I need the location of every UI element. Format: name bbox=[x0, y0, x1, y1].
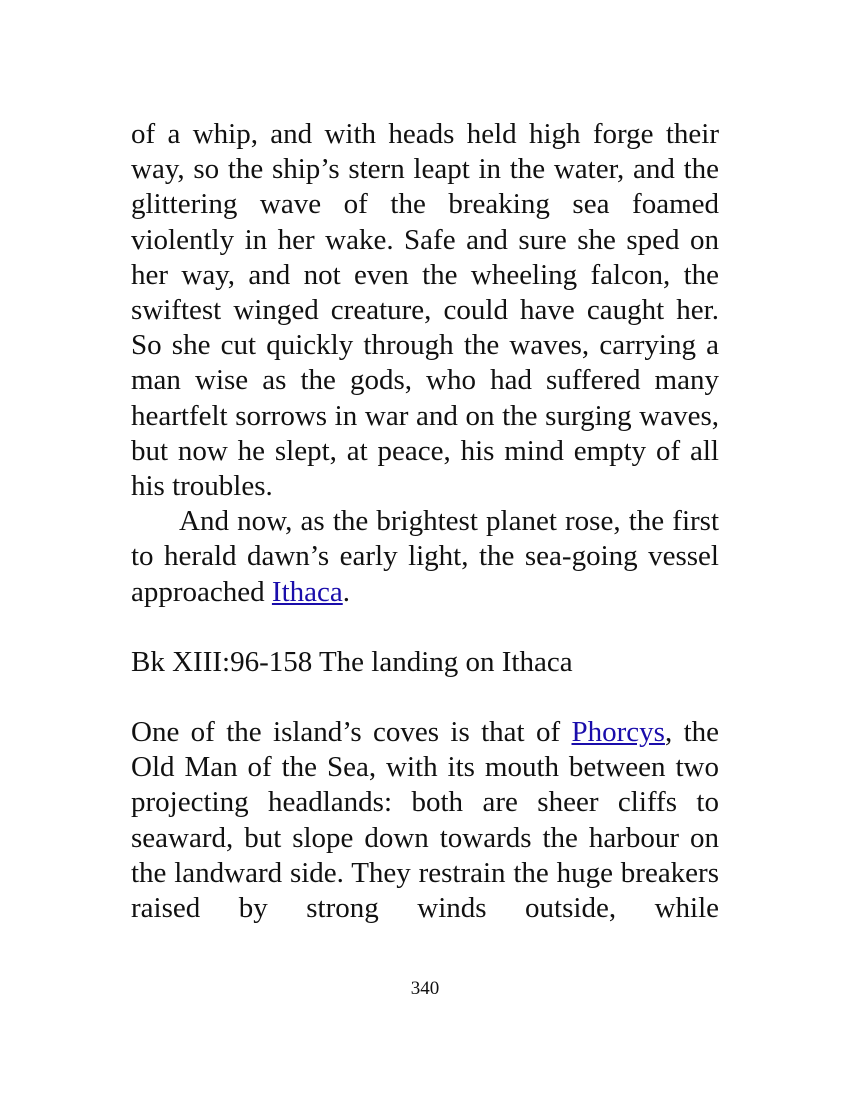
section-heading: Bk XIII:96-158 The landing on Ithaca bbox=[131, 645, 573, 678]
paragraph-3-text: One of the island’s coves is that of bbox=[131, 716, 572, 749]
page-number: 340 bbox=[410, 978, 440, 999]
page-body bbox=[131, 117, 719, 926]
paragraph-1: of a whip, and with heads held high forge their way, so the ship’s stern leapt in the water, and the glittering wave of the breaking sea foamed violently in her wake. Safe and sure she sped on her way, and not even the wheeling falcon, the swiftest winged creature, could have caught her. So she cut quickly through the waves, carrying a man wise as the gods, who had suffered many heartfelt sorrows in war and on the surging waves, but now he slept, at peace, his mind empty of all his troubles. bbox=[131, 118, 719, 503]
paragraph-2 bbox=[131, 504, 719, 610]
section-gap bbox=[131, 680, 719, 715]
paragraph-3-rest: , the Old Man of the Sea, with its mouth between two projecting headlands: both are sheer cliffs to seaward, but slope down towards the harbour on the landward side. They restrain the huge breakers raised by strong winds outside, while bbox=[131, 716, 720, 925]
paragraph-2-end: . bbox=[342, 575, 350, 608]
ithaca-link[interactable]: Ithaca bbox=[271, 575, 343, 608]
paragraph-2-text: And now, as the brightest planet rose, the first to herald dawn’s early light, the sea-going vessel approached bbox=[131, 505, 719, 608]
paragraph-3 bbox=[131, 715, 719, 926]
phorcys-link[interactable]: Phorcys bbox=[571, 716, 665, 749]
